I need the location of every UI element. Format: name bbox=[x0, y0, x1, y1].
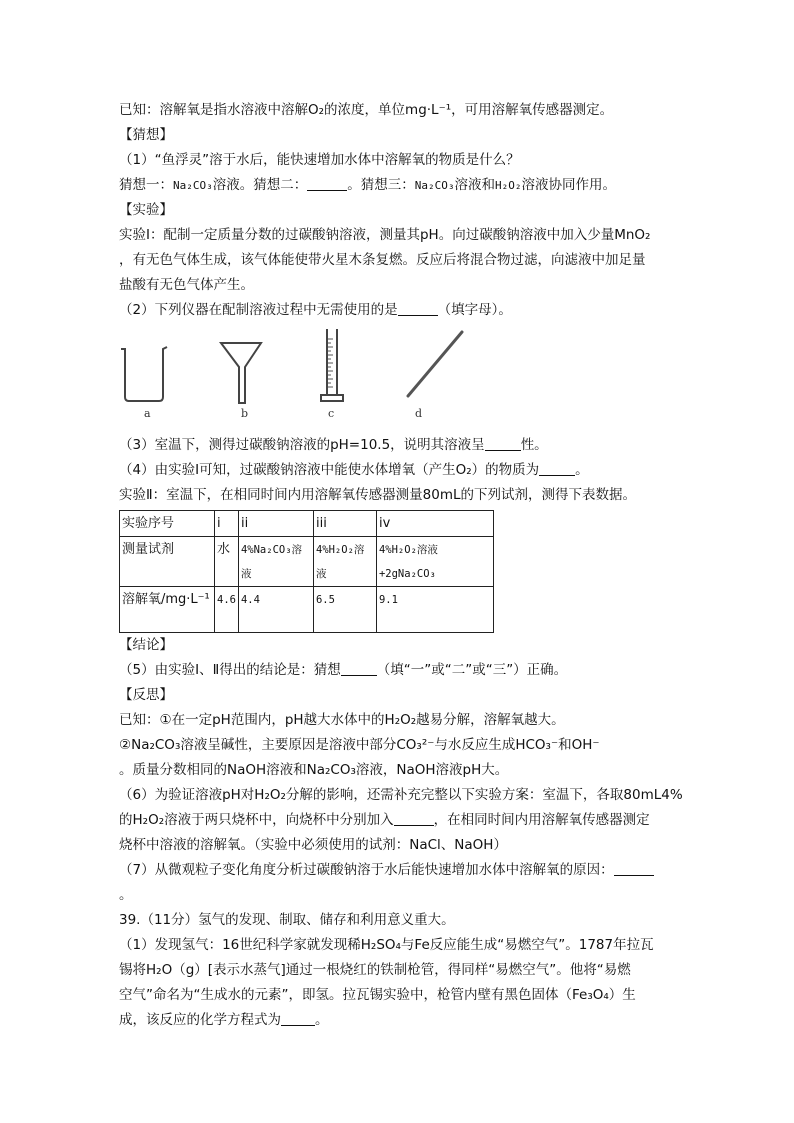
table-cell bbox=[215, 587, 239, 633]
experiment-1-line-2: ，有无色气体生成，该气体能使带火星木条复燃。反应后将混合物过滤，向滤液中加足量 bbox=[119, 252, 646, 268]
table-cell: 溶解氧/mg·L⁻¹ bbox=[120, 587, 215, 633]
section-conclusion: 【结论】 bbox=[119, 637, 173, 653]
intro-text: 已知：溶解氧是指水溶液中溶解O₂的浓度，单位mg·L⁻¹，可用溶解氧传感器测定。 bbox=[119, 102, 614, 118]
question-6-line-3: 烧杯中溶液的溶解氧。（实验中必须使用的试剂：NaCl、NaOH） bbox=[119, 837, 507, 853]
question-6-blank[interactable] bbox=[394, 811, 434, 826]
table-cell bbox=[376, 537, 493, 587]
question-6-line-1: （6）为验证溶液pH对H₂O₂分解的影响，还需补充完整以下实验方案：室温下，各取80mL4% bbox=[119, 787, 683, 803]
known-3: 。质量分数相同的NaOH溶液和Na₂CO₃溶液，NaOH溶液pH大。 bbox=[119, 762, 509, 778]
question-39-title: 39.（11分）氢气的发现、制取、储存和利用意义重大。 bbox=[119, 912, 455, 928]
data-table bbox=[119, 510, 494, 633]
table-cell bbox=[313, 587, 376, 633]
document-body bbox=[119, 98, 683, 1033]
question-39-1-line-1: （1）发现氢气：16世纪科学家就发现稀H₂SO₄与Fe反应能生成“易燃空气”。1787年拉瓦 bbox=[119, 937, 654, 953]
apparatus-figure bbox=[119, 327, 679, 431]
table-cell bbox=[238, 587, 313, 633]
guess-c-formula2: H₂O₂ bbox=[495, 179, 522, 192]
question-4-blank[interactable] bbox=[539, 461, 575, 476]
question-3-suffix: 性。 bbox=[520, 437, 548, 453]
glass-rod-icon bbox=[404, 329, 466, 403]
table-cell: iii bbox=[313, 511, 376, 537]
figure-label-a: a bbox=[144, 407, 151, 420]
guess-a-end: 溶液。猜想二： bbox=[212, 177, 308, 193]
guess-a-formula: Na₂CO₃ bbox=[173, 179, 213, 192]
table-cell-text: 4%Na₂CO₃溶液 bbox=[240, 544, 303, 580]
beaker-icon bbox=[119, 345, 169, 407]
known-2: ②Na₂CO₃溶液呈碱性，主要原因是溶液中部分CO₃²⁻与水反应生成HCO₃⁻和OH⁻ bbox=[119, 737, 600, 753]
table-cell: 实验序号 bbox=[120, 511, 215, 537]
table-cell bbox=[313, 537, 376, 587]
guess-2-blank[interactable] bbox=[307, 176, 347, 191]
question-4-suffix: 。 bbox=[575, 462, 589, 478]
figure-label-d: d bbox=[415, 407, 423, 420]
graduated-cylinder-icon bbox=[317, 327, 345, 409]
table-row bbox=[120, 587, 494, 633]
question-7-text: （7）从微观粒子变化角度分析过碳酸钠溶于水后能快速增加水体中溶解氧的原因： bbox=[119, 862, 614, 878]
question-39-1-suffix: 。 bbox=[315, 1012, 329, 1028]
question-5-blank[interactable] bbox=[341, 661, 377, 676]
table-cell-text: 4%H₂O₂溶液 bbox=[315, 544, 365, 580]
table-cell bbox=[376, 587, 493, 633]
table-cell-text: 4.6 bbox=[217, 594, 236, 606]
experiment-1-line-1: 实验Ⅰ：配制一定质量分数的过碳酸钠溶液，测量其pH。向过碳酸钠溶液中加入少量MnO₂ bbox=[119, 227, 651, 243]
question-7-end: 。 bbox=[119, 887, 133, 903]
question-39-1-blank[interactable] bbox=[281, 1011, 315, 1026]
question-2-blank[interactable] bbox=[398, 301, 438, 316]
table-header-row bbox=[120, 511, 494, 537]
question-7-blank[interactable] bbox=[614, 861, 654, 876]
question-39-1-text: 成，该反应的化学方程式为 bbox=[119, 1012, 281, 1028]
known-1: 已知：①在一定pH范围内，pH越大水体中的H₂O₂越易分解，溶解氧越大。 bbox=[119, 712, 565, 728]
funnel-icon bbox=[219, 339, 263, 409]
question-39-1-line-4 bbox=[119, 1008, 679, 1033]
question-39-1-line-3: 空气”命名为“生成水的元素”，即氢。拉瓦锡实验中，枪管内壁有黑色固体（Fe₃O₄）生 bbox=[119, 987, 636, 1003]
question-6-line-2 bbox=[119, 808, 679, 833]
table-cell-text: 9.1 bbox=[378, 594, 398, 606]
question-5 bbox=[119, 658, 679, 683]
question-2-suffix: （填字母）。 bbox=[437, 302, 512, 318]
guess-c-formula1: Na₂CO₃ bbox=[414, 179, 455, 192]
figure-label-c: c bbox=[328, 407, 335, 420]
question-6-suffix: ，在相同时间内用溶解氧传感器测定 bbox=[433, 812, 650, 828]
question-2-text: （2）下列仪器在配制溶液过程中无需使用的是 bbox=[119, 302, 398, 318]
guess-a-label: 猜想一： bbox=[119, 177, 173, 193]
table-cell-text: 4%H₂O₂溶液+2gNa₂CO₃ bbox=[378, 544, 438, 580]
question-1: （1）“鱼浮灵”溶于水后，能快速增加水体中溶解氧的物质是什么？ bbox=[119, 152, 520, 168]
question-3-text: （3）室温下，测得过碳酸钠溶液的pH=10.5，说明其溶液呈 bbox=[119, 437, 485, 453]
table-cell bbox=[238, 537, 313, 587]
question-4 bbox=[119, 458, 679, 483]
experiment-2: 实验Ⅱ：室温下，在相同时间内用溶解氧传感器测量80mL的下列试剂，测得下表数据。 bbox=[119, 487, 636, 503]
table-cell: 测量试剂 bbox=[120, 537, 215, 587]
question-39-1-line-2: 锡将H₂O（g）[表示水蒸气]通过一根烧红的铁制枪管，得同样“易燃空气”。他将“易燃 bbox=[119, 962, 631, 978]
table-cell: iv bbox=[376, 511, 493, 537]
question-4-text: （4）由实验Ⅰ可知，过碳酸钠溶液中能使水体增氧（产生O₂）的物质为 bbox=[119, 462, 540, 478]
table-cell-text: 4.4 bbox=[240, 594, 260, 606]
question-5-suffix: （填“一”或“二”或“三”）正确。 bbox=[376, 662, 568, 678]
experiment-1-line-3: 盐酸有无色气体产生。 bbox=[119, 277, 254, 293]
section-guess: 【猜想】 bbox=[119, 127, 173, 143]
table-cell: i bbox=[215, 511, 239, 537]
figure-label-b: b bbox=[241, 407, 249, 420]
table-cell-text: 6.5 bbox=[315, 594, 335, 606]
section-reflection: 【反思】 bbox=[119, 687, 173, 703]
guess-c-end: 溶液协同作用。 bbox=[521, 177, 616, 193]
question-3 bbox=[119, 433, 679, 458]
question-2 bbox=[119, 298, 679, 323]
table-cell: 水 bbox=[215, 537, 239, 587]
section-experiment: 【实验】 bbox=[119, 202, 173, 218]
question-6-text: 的H₂O₂溶液于两只烧杯中，向烧杯中分别加入 bbox=[119, 812, 394, 828]
question-3-blank[interactable] bbox=[485, 436, 521, 451]
guess-c-mid: 溶液和 bbox=[454, 177, 495, 193]
guess-line bbox=[119, 173, 679, 198]
table-row bbox=[120, 537, 494, 587]
question-5-text: （5）由实验Ⅰ、Ⅱ得出的结论是：猜想 bbox=[119, 662, 341, 678]
guess-b-end: 。猜想三： bbox=[347, 177, 415, 193]
question-7 bbox=[119, 858, 679, 883]
table-cell: ii bbox=[238, 511, 313, 537]
